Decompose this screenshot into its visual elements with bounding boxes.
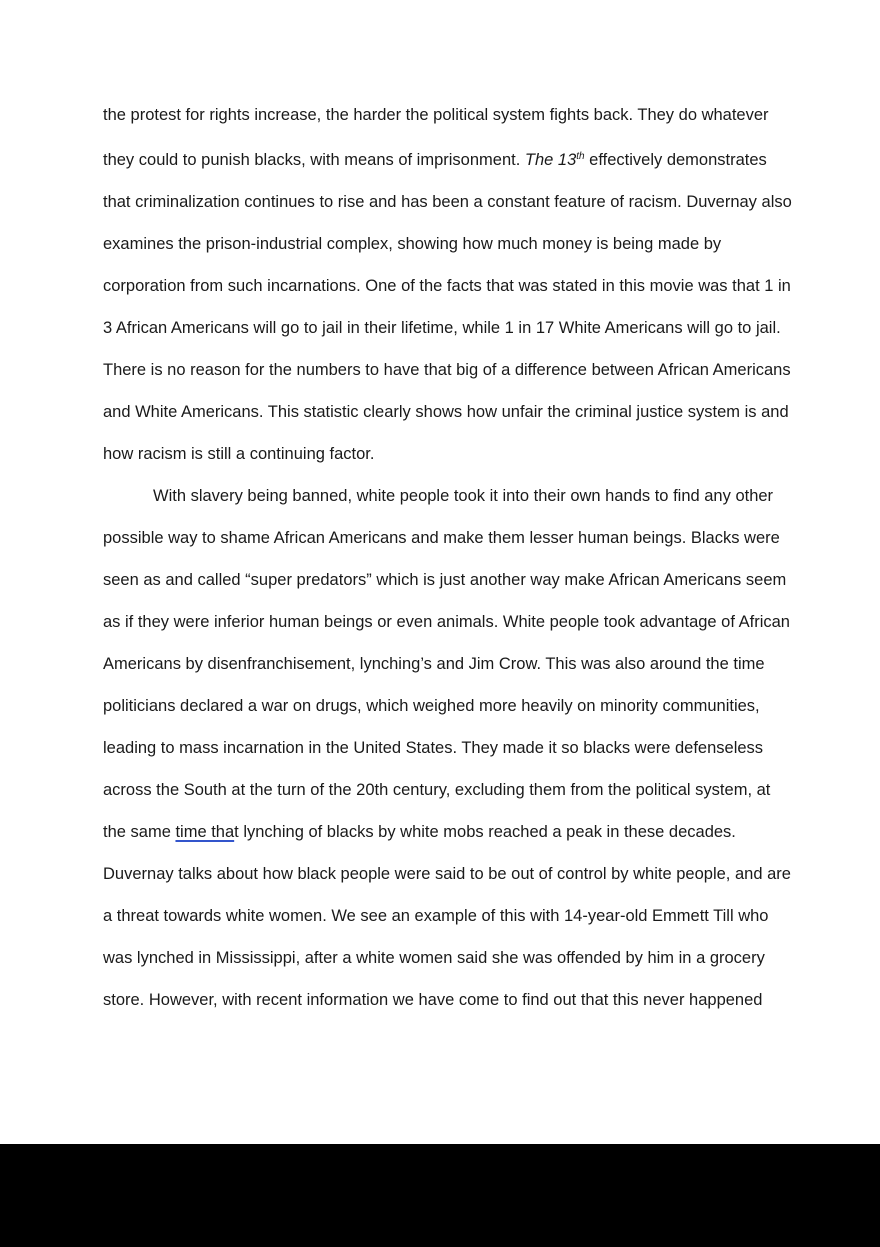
text-segment: There is no reason for the numbers to have that big of a difference between African Americans — [103, 361, 791, 379]
text-segment: With slavery being banned, white people took it into their own hands to find any other — [153, 487, 774, 505]
text-line — [103, 223, 775, 265]
text-segment: a threat towards white women. We see an example of this with 14-year-old Emmett Till who — [103, 907, 769, 925]
text-line — [103, 559, 787, 601]
text-line — [103, 517, 780, 559]
text-segment: seen as and called “super predators” which is just another way make African Americans seem — [103, 571, 787, 589]
text-line — [103, 895, 775, 937]
text-line — [103, 979, 775, 1021]
text-line — [103, 391, 789, 433]
text-line — [103, 433, 775, 475]
text-segment: leading to mass incarnation in the United States. They made it so blacks were defenseless — [103, 739, 764, 757]
text-line — [103, 307, 781, 349]
text-segment: effectively demonstrates — [584, 151, 767, 169]
text-line — [103, 94, 775, 136]
text-line — [103, 265, 791, 307]
text-segment: across the South at the turn of the 20th century, excluding them from the political system, at — [103, 781, 771, 799]
text-segment: they could to punish blacks, with means of imprisonment. — [103, 151, 525, 169]
text-line — [103, 937, 775, 979]
text-line — [103, 349, 791, 391]
text-line — [103, 136, 775, 181]
footer-black-bar — [0, 1144, 880, 1247]
text-segment: Americans by disenfranchisement, lynching’s and Jim Crow. This was also around the time — [103, 655, 765, 673]
text-line — [103, 601, 790, 643]
text-line — [103, 643, 775, 685]
paragraph — [103, 94, 792, 475]
text-segment: t lynching of blacks by white mobs reached a peak in these decades. — [234, 823, 736, 841]
text-segment: was lynched in Mississippi, after a white women said she was offended by him in a grocery — [103, 949, 765, 967]
text-line — [103, 853, 791, 895]
text-segment: corporation from such incarnations. One of the facts that was stated in this movie was that 1 in — [103, 277, 791, 295]
paragraph — [103, 475, 791, 1021]
text-segment: and White Americans. This statistic clearly shows how unfair the criminal justice system is and — [103, 403, 789, 421]
text-line — [103, 727, 775, 769]
movie-title-italic: The 13 — [524, 151, 577, 169]
text-line — [103, 769, 775, 811]
superscript-th: th — [576, 151, 585, 162]
text-segment: examines the prison-industrial complex, showing how much money is being made by — [103, 235, 722, 253]
text-segment: Duvernay talks about how black people were said to be out of control by white people, and are — [103, 865, 791, 883]
text-segment: store. However, with recent information we have come to find out that this never happened — [103, 991, 763, 1009]
text-segment: 3 African Americans will go to jail in their lifetime, while 1 in 17 White Americans will go to jail. — [103, 319, 781, 337]
text-segment: that criminalization continues to rise and has been a constant feature of racism. Duvernay also — [103, 193, 792, 211]
text-segment: the protest for rights increase, the harder the political system fights back. They do whatever — [103, 106, 769, 124]
text-segment: politicians declared a war on drugs, which weighed more heavily on minority communities, — [103, 697, 760, 715]
text-line — [103, 181, 792, 223]
text-segment: the same — [103, 823, 176, 841]
text-line — [103, 811, 775, 853]
text-line — [103, 685, 775, 727]
underlined-text: time tha — [175, 823, 235, 841]
text-segment: possible way to shame African Americans and make them lesser human beings. Blacks were — [103, 529, 780, 547]
text-segment: as if they were inferior human beings or even animals. White people took advantage of African — [103, 613, 790, 631]
text-segment: how racism is still a continuing factor. — [103, 445, 375, 463]
text-line — [103, 475, 775, 517]
document-body — [103, 94, 792, 1021]
